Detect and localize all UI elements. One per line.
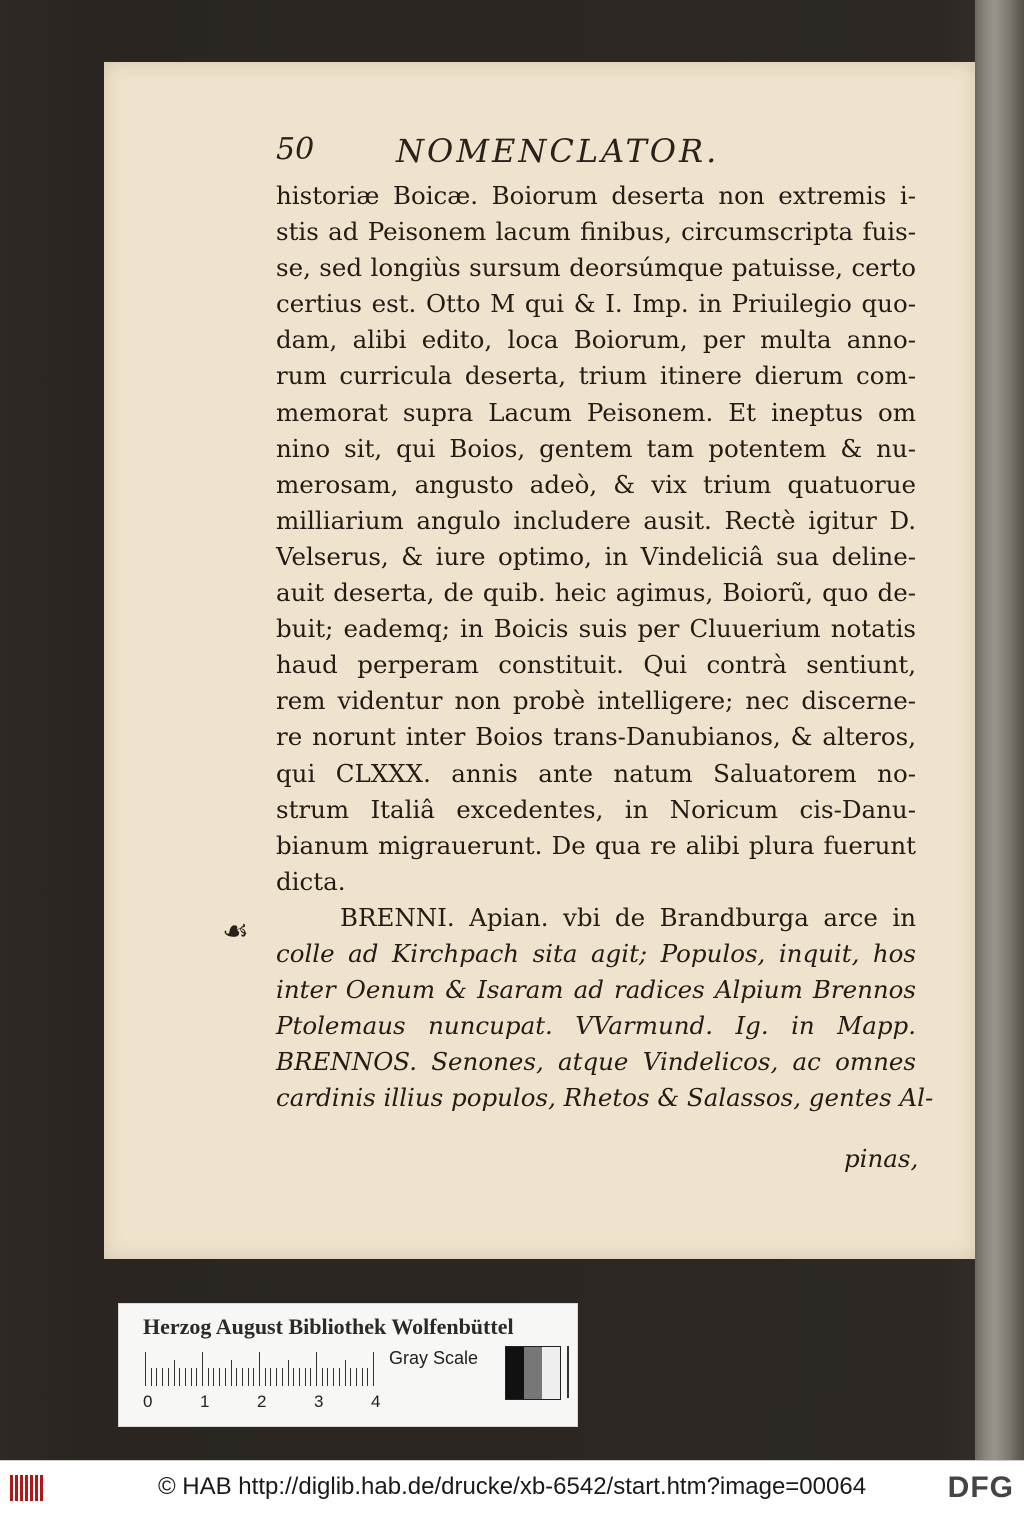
ruler-label: 1 <box>200 1392 210 1411</box>
ruler-tick <box>225 1368 226 1386</box>
text-line: cardinis illius populos, Rhetos & Salassos, gentes Al- <box>276 1083 934 1113</box>
page-text <box>276 178 934 1116</box>
text-line: colle ad Kirchpach sita agit; Populos, inquit, hos <box>276 938 916 968</box>
text-line: rum curricula deserta, trium itinere dierum com- <box>276 361 916 391</box>
text-line: historiæ Boicæ. Boiorum deserta non extremis i- <box>276 181 916 210</box>
ruler-label: 4 <box>371 1392 381 1411</box>
page-number: 50 <box>276 132 315 167</box>
text-line: haud perperam constituit. Qui contrà sentiunt, <box>276 650 916 680</box>
ruler-tick <box>373 1352 374 1386</box>
text-line: nino sit, qui Boios, gentem tam potentem & nu- <box>276 433 916 463</box>
ruler-tick <box>202 1352 203 1386</box>
ruler-tick <box>299 1368 300 1386</box>
text-line: BRENNOS. Senones, atque Vindelicos, ac omnes <box>276 1047 916 1077</box>
ruler-tick <box>259 1352 260 1386</box>
ruler-tick <box>174 1360 175 1386</box>
fleuron-icon: ☙ <box>222 914 249 949</box>
text-line: BRENNI. Apian. vbi de Brandburga arce in <box>340 902 916 932</box>
ruler-tick <box>356 1368 357 1386</box>
ruler-tick <box>219 1368 220 1386</box>
ruler-tick <box>168 1368 169 1386</box>
color-calibration-card <box>118 1303 578 1427</box>
ruler-tick <box>145 1352 146 1386</box>
text-line: dam, alibi edito, loca Boiorum, per multa anno- <box>276 325 916 355</box>
ruler-tick <box>282 1368 283 1386</box>
copyright-url[interactable]: © HAB http://diglib.hab.de/drucke/xb-6542/start.htm?image=00064 <box>157 1473 867 1500</box>
text-line: re norunt inter Boios trans-Danubianos, & alteros, <box>276 722 916 752</box>
ruler-tick <box>339 1368 340 1386</box>
ruler-tick <box>248 1368 249 1386</box>
text-line: Velserus, & iure optimo, in Vindeliciâ sua deline- <box>276 541 916 571</box>
book-page <box>104 62 975 1259</box>
text-line: milliarium angulo includere ausit. Rectè igitur D. <box>276 505 916 535</box>
text-line: inter Oenum & Isaram ad radices Alpium Brennos <box>276 975 916 1005</box>
text-line: Ptolemaus nuncupat. VVarmund. Ig. in Mapp. <box>276 1011 916 1041</box>
ruler-tick <box>208 1368 209 1386</box>
ruler-tick <box>322 1368 323 1386</box>
text-line: merosam, angusto adeò, & vix trium quatuorue <box>276 469 916 499</box>
ruler-tick <box>316 1352 317 1386</box>
ruler-tick <box>213 1368 214 1386</box>
text-line: qui CLXXX. annis ante natum Saluatorem no- <box>276 758 916 788</box>
ruler-tick <box>333 1368 334 1386</box>
ruler-tick <box>191 1368 192 1386</box>
ruler-tick <box>196 1368 197 1386</box>
page-header <box>276 132 876 182</box>
dfg-logo: DFG <box>947 1471 1014 1504</box>
ruler-tick <box>350 1368 351 1386</box>
ruler-tick <box>327 1368 328 1386</box>
text-line: bianum migrauerunt. De qua re alibi plura fuerunt <box>276 830 916 860</box>
gray-scale-swatch <box>505 1346 561 1400</box>
ruler <box>145 1352 385 1386</box>
text-line: buit; eademq; in Boicis suis per Cluuerium notatis <box>276 614 916 644</box>
ruler-tick <box>367 1368 368 1386</box>
swatch-divider <box>567 1346 569 1398</box>
running-title: NOMENCLATOR. <box>396 132 720 170</box>
footer-bar <box>0 1460 1024 1515</box>
text-line: auit deserta, de quib. heic agimus, Boiorũ, quo de- <box>276 578 916 608</box>
ruler-tick <box>185 1368 186 1386</box>
text-line: memorat supra Lacum Peisonem. Et ineptus om <box>276 397 916 427</box>
ruler-tick <box>276 1368 277 1386</box>
ruler-tick <box>305 1368 306 1386</box>
ruler-tick <box>270 1368 271 1386</box>
ruler-label: 0 <box>143 1392 153 1411</box>
catchword: pinas, <box>844 1144 919 1173</box>
text-line: rem videntur non probè intelligere; nec discerne- <box>276 686 916 716</box>
ruler-label: 3 <box>314 1392 324 1411</box>
ruler-tick <box>362 1368 363 1386</box>
ruler-tick <box>265 1368 266 1386</box>
ruler-tick <box>231 1360 232 1386</box>
ruler-tick <box>310 1368 311 1386</box>
ruler-tick <box>156 1368 157 1386</box>
ruler-tick <box>236 1368 237 1386</box>
ruler-tick <box>253 1368 254 1386</box>
text-line: stis ad Peisonem lacum finibus, circumscripta fuis- <box>276 217 916 247</box>
text-line: se, sed longiùs sursum deorsúmque patuisse, certo <box>276 253 916 283</box>
card-title: Herzog August Bibliothek Wolfenbüttel <box>143 1314 514 1339</box>
ruler-tick <box>162 1368 163 1386</box>
ruler-tick <box>345 1360 346 1386</box>
text-line: certius est. Otto M qui & I. Imp. in Priuilegio quo- <box>276 289 916 319</box>
text-line: strum Italiâ excedentes, in Noricum cis-Danu- <box>276 794 916 824</box>
ruler-tick <box>179 1368 180 1386</box>
ruler-tick <box>242 1368 243 1386</box>
text-line: dicta. <box>276 866 346 896</box>
book-edge <box>975 0 1024 1460</box>
ruler-tick <box>151 1368 152 1386</box>
gray-scale-label: Gray Scale <box>389 1348 479 1368</box>
ruler-label: 2 <box>257 1392 267 1411</box>
ruler-tick <box>288 1360 289 1386</box>
ruler-tick <box>293 1368 294 1386</box>
